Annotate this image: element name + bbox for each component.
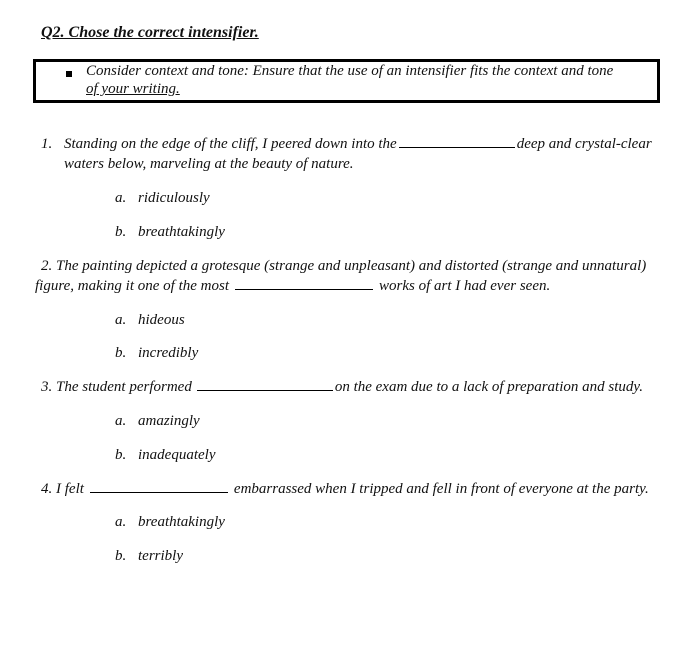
item-3-option-b-letter: b. xyxy=(115,447,127,463)
item-4-option-b-letter: b. xyxy=(115,548,127,564)
item-4-line xyxy=(41,481,649,498)
item-2-option-a: hideous xyxy=(138,312,185,328)
item-1-option-a: ridiculously xyxy=(138,190,210,206)
item-2-text-line1: The painting depicted a grotesque (strange and unpleasant) and distorted (strange and unnatural) xyxy=(56,258,647,274)
item-3-option-a-letter: a. xyxy=(115,413,127,429)
item-4-option-a: breathtakingly xyxy=(138,514,225,530)
item-4-blank xyxy=(90,492,228,493)
item-2-option-b-letter: b. xyxy=(115,345,127,361)
item-4-text-before: I felt xyxy=(56,481,84,497)
item-2-text-after: works of art I had ever seen. xyxy=(379,278,551,294)
item-4-option-a-letter: a. xyxy=(115,514,127,530)
item-2-number: 2. xyxy=(41,258,53,274)
item-4-text-after: embarrassed when I tripped and fell in front of everyone at the party. xyxy=(233,481,649,497)
question-title: Q2. Chose the correct intensifier. xyxy=(41,24,259,41)
item-3-option-a: amazingly xyxy=(138,413,200,429)
item-3-blank xyxy=(197,390,333,391)
item-1-option-b-letter: b. xyxy=(115,224,127,240)
item-1-text-after: deep and crystal-clear xyxy=(516,136,652,152)
item-3-line xyxy=(41,379,643,396)
item-1-blank xyxy=(399,147,515,148)
item-4-option-b: terribly xyxy=(138,548,183,564)
tip-text-line1: Consider context and tone: Ensure that the use of an intensifier fits the context and tone xyxy=(86,63,614,79)
tip-text-line2: of your writing. xyxy=(86,81,180,97)
item-1-line1 xyxy=(64,136,652,153)
item-2-line2 xyxy=(35,278,550,295)
item-1-option-a-letter: a. xyxy=(115,190,127,206)
item-2-text-before: figure, making it one of the most xyxy=(35,278,230,294)
item-3-number: 3. xyxy=(41,379,53,395)
item-1-line2: waters below, marveling at the beauty of nature. xyxy=(64,156,354,172)
item-2-option-b: incredibly xyxy=(138,345,199,361)
item-3-option-b: inadequately xyxy=(138,447,216,463)
item-2-option-a-letter: a. xyxy=(115,312,127,328)
item-4-number: 4. xyxy=(41,481,53,497)
item-3-text-before: The student performed xyxy=(56,379,192,395)
square-bullet-icon xyxy=(66,71,72,77)
item-1-number: 1. xyxy=(41,136,53,152)
item-1-text-before: Standing on the edge of the cliff, I peered down into the xyxy=(64,136,397,152)
item-1-option-b: breathtakingly xyxy=(138,224,225,240)
item-2-line1 xyxy=(41,258,646,275)
item-3-text-after: on the exam due to a lack of preparation and study. xyxy=(334,379,643,395)
item-2-blank xyxy=(235,289,373,290)
